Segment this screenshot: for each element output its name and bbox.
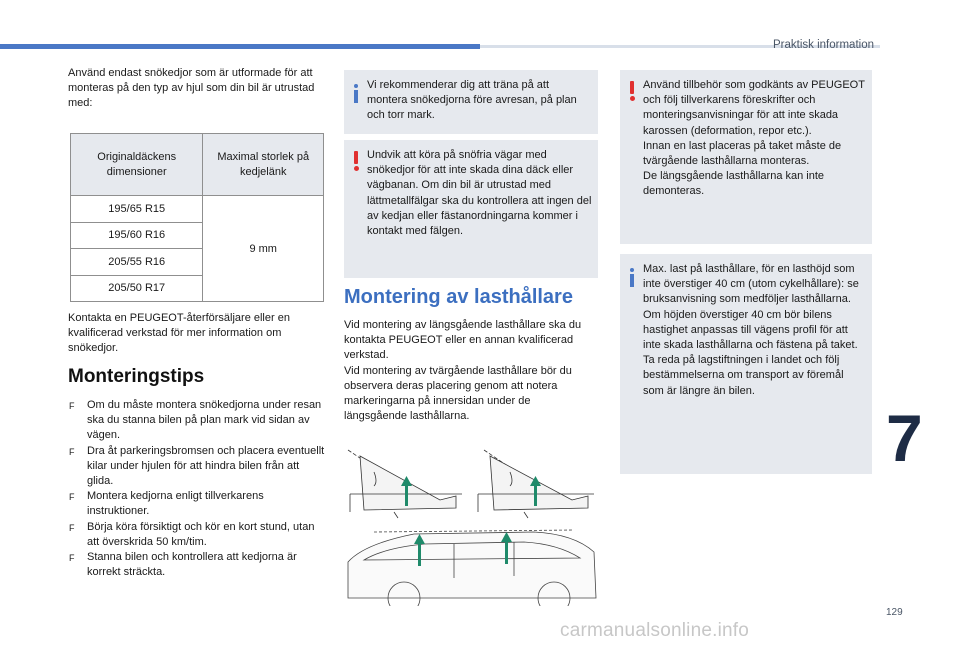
info-icon xyxy=(630,268,634,287)
warning-box-accessories xyxy=(620,70,872,244)
list-item: F Dra åt parkeringsbromsen och placera eventuellt kilar under hjulen för att hindra bilen från att glida. xyxy=(69,444,325,488)
info-box-practice xyxy=(344,70,598,134)
list-item: F Börja köra försiktigt och kör en kort stund, utan att överskrida 50 km/tim. xyxy=(69,520,315,548)
chapter-number: 7 xyxy=(886,401,923,475)
tire-chain-table xyxy=(70,133,324,302)
section-title: Praktisk information xyxy=(773,39,874,51)
bullet-icon: F xyxy=(69,401,75,411)
roof-rack-heading: Montering av lasthållare xyxy=(344,286,573,308)
roof-rack-illustration xyxy=(344,448,598,606)
car-side-view xyxy=(348,530,596,606)
table-header-dimensions: Originaldäckens dimensioner xyxy=(71,134,203,196)
table-header-link-size: Maximal storlek på kedjelänk xyxy=(203,134,324,196)
warning-box-text: Använd tillbehör som godkänts av PEUGEOT och följ tillverkarens föreskrifter och monteringsanvisningar för att inte skada karossen (deformation, repor etc.). Innan en last placeras på taket måste de tvärgående lasthållarna monteras. De längsgående lasthållarna kan inte demonteras. xyxy=(643,79,865,198)
table-cell-tire: 195/65 R15 xyxy=(71,196,203,223)
list-item: F Om du måste montera snökedjorna under resan ska du stanna bilen på plan mark vid sidan av vägen. xyxy=(69,399,322,442)
header-accent-bar xyxy=(0,44,480,49)
bullet-icon: F xyxy=(69,553,75,564)
watermark: carmanualsonline.info xyxy=(560,620,750,641)
info-box-text: Vi rekommenderar dig att träna på att montera snökedjorna före avresan, på plan och torr mark. xyxy=(367,79,577,122)
warning-icon xyxy=(629,81,635,101)
tips-list xyxy=(68,398,326,580)
warning-box-text: Undvik att köra på snöfria vägar med snökedjor för att inte skada dina däck eller vägbanan. Om din bil är utrustad med lättmetallfälgar ska du kontrollera att ingen del av kedjan eller fästanordningarna kommer i kontakt med fälgen. xyxy=(367,149,592,238)
info-box-text: Max. last på lasthållare, för en lasthöjd som inte överstiger 40 cm (utom cykelhållare): se bruksanvisning som medföljer lasthållarna. Om höjden överstiger 40 cm bör bilens hastighet anpassas till vägens profil för att inte skada lasthållarna och fästena på taket. Ta reda på lagstiftningen i landet och följ bestämmelserna om transport av föremål som är längre än bilen. xyxy=(643,263,859,397)
table-cell-tire: 195/60 R16 xyxy=(71,222,203,249)
roof-rack-body: Vid montering av längsgående lasthållare ska du kontakta PEUGEOT eller en annan kvalificerad verkstad. Vid montering av tvärgående lasthållare bör du observera deras placering genom att notera markeringarna på innersidan under de längsgående lasthållarna. xyxy=(344,319,582,423)
bullet-icon: F xyxy=(69,492,75,503)
intro-text: Använd endast snökedjor som är utformade för att monteras på den typ av hjul som din bil är utrustad med: xyxy=(68,67,315,110)
list-item: F Stanna bilen och kontrollera att kedjorna är korrekt sträckta. xyxy=(69,551,297,579)
info-icon xyxy=(354,84,358,103)
tips-heading: Monteringstips xyxy=(68,366,205,387)
warning-box-snowfree xyxy=(344,140,598,278)
table-cell-link-size: 9 mm xyxy=(203,196,324,302)
table-cell-tire: 205/50 R17 xyxy=(71,275,203,302)
bullet-icon: F xyxy=(69,522,75,533)
info-box-max-load xyxy=(620,254,872,474)
list-item: F Montera kedjorna enligt tillverkarens instruktioner. xyxy=(69,490,264,518)
page-number: 129 xyxy=(886,607,903,618)
warning-icon xyxy=(353,151,359,171)
table-cell-tire: 205/55 R16 xyxy=(71,249,203,276)
contact-paragraph: Kontakta en PEUGEOT-återförsäljare eller en kvalificerad verkstad för mer information om snökedjor. xyxy=(68,312,290,355)
bullet-icon: F xyxy=(69,446,75,457)
intro-paragraph xyxy=(68,66,326,112)
